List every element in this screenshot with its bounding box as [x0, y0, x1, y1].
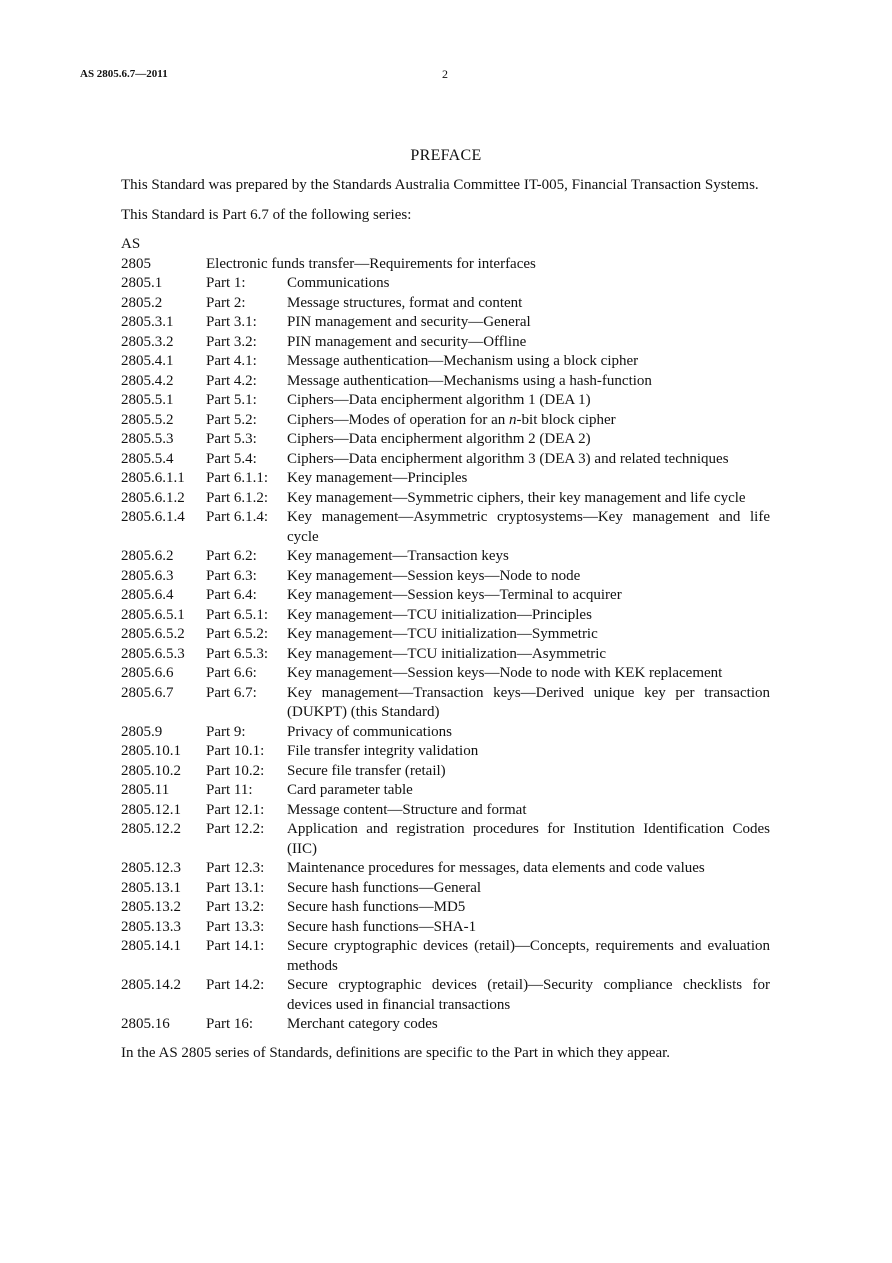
series-code: 2805.2 — [121, 294, 163, 311]
series-part: Part 5.4: — [206, 450, 257, 467]
series-code: 2805.5.1 — [121, 392, 174, 408]
series-code: 2805.12.3 — [121, 860, 181, 876]
series-title: Application and registration procedures for Institution Identification Codes (IIC) — [287, 821, 770, 857]
list-item — [121, 567, 770, 587]
list-item — [121, 352, 770, 372]
series-title: Message content—Structure and format — [287, 801, 527, 818]
series-title: Key management—Transaction keys—Derived unique key per transaction (DUKPT) (this Standard) — [287, 684, 770, 720]
series-title: Merchant category codes — [287, 1016, 438, 1032]
series-part: Part 6.2: — [206, 548, 257, 564]
list-item — [121, 879, 770, 899]
list-item — [121, 645, 770, 665]
series-title: Secure hash functions—MD5 — [287, 899, 466, 915]
list-item — [121, 489, 770, 509]
series-code: 2805.10.1 — [121, 743, 181, 759]
series-part: Part 6.1.4: — [206, 509, 269, 525]
series-code: 2805.14.2 — [121, 977, 181, 993]
series-part: Part 10.1: — [206, 743, 265, 759]
list-item — [121, 372, 770, 392]
series-part: Part 6.5.2: — [206, 626, 269, 642]
series-prefix: AS — [121, 236, 141, 252]
series-code: 2805.4.2 — [121, 372, 174, 389]
series-part: Part 14.2: — [206, 977, 265, 993]
series-title: Electronic funds transfer—Requirements for interfaces — [206, 255, 536, 272]
series-part: Part 12.1: — [206, 801, 265, 818]
series-title: Key management—TCU initialization—Symmetric — [287, 626, 598, 642]
series-code: 2805.6.7 — [121, 684, 174, 701]
series-title: Key management—Symmetric ciphers, their key management and life cycle — [287, 489, 746, 506]
list-item — [121, 450, 770, 470]
page-title: PREFACE — [410, 147, 482, 164]
series-title: Privacy of communications — [287, 723, 452, 740]
list-item — [121, 411, 770, 431]
series-title: Secure cryptographic devices (retail)—Concepts, requirements and evaluation methods — [287, 938, 770, 974]
series-code: 2805.11 — [121, 782, 170, 798]
series-part: Part 6.1.2: — [206, 489, 269, 506]
series-title: Key management—Principles — [287, 470, 468, 486]
series-part: Part 6.7: — [206, 684, 257, 701]
list-item — [121, 547, 770, 567]
series-title: Message authentication—Mechanisms using a hash-function — [287, 372, 652, 389]
series-code: 2805.6.3 — [121, 567, 174, 584]
series-part: Part 12.3: — [206, 860, 265, 876]
list-item — [121, 781, 770, 801]
list-item — [121, 801, 770, 821]
series-title: Message authentication—Mechanism using a block cipher — [287, 353, 639, 369]
series-title: Ciphers—Data encipherment algorithm 2 (DEA 2) — [287, 431, 591, 447]
list-item — [121, 820, 770, 859]
series-title: Message structures, format and content — [287, 294, 523, 311]
list-item — [121, 274, 770, 294]
series-part: Part 4.1: — [206, 353, 257, 369]
list-item — [121, 255, 770, 275]
list-item — [121, 1015, 770, 1035]
series-part: Part 16: — [206, 1016, 254, 1032]
series-part: Part 5.1: — [206, 392, 257, 408]
series-code: 2805.6.4 — [121, 587, 174, 603]
preface-body — [121, 176, 770, 1073]
series-part: Part 1: — [206, 275, 246, 291]
list-item — [121, 742, 770, 762]
series-part: Part 13.3: — [206, 918, 265, 935]
series-code: 2805.5.4 — [121, 450, 174, 467]
intro-paragraph-series: This Standard is Part 6.7 of the following series: — [121, 206, 412, 223]
series-code: 2805.13.1 — [121, 879, 181, 896]
series-title: Card parameter table — [287, 782, 413, 798]
series-part: Part 4.2: — [206, 372, 257, 389]
list-item — [121, 723, 770, 743]
series-code: 2805.16 — [121, 1016, 170, 1032]
series-part: Part 5.3: — [206, 431, 257, 447]
list-item — [121, 333, 770, 353]
series-part: Part 11: — [206, 782, 253, 798]
series-code: 2805.3.2 — [121, 333, 174, 350]
series-part: Part 13.2: — [206, 899, 265, 915]
series-title: Key management—Session keys—Terminal to acquirer — [287, 587, 622, 603]
series-part: Part 2: — [206, 294, 246, 311]
series-code: 2805.6.1.2 — [121, 489, 185, 506]
series-title: Key management—Session keys—Node to node — [287, 567, 581, 584]
list-item — [121, 606, 770, 626]
list-item — [121, 937, 770, 976]
series-list — [121, 235, 770, 1035]
closing-paragraph: In the AS 2805 series of Standards, definitions are specific to the Part in which they appear. — [121, 1044, 671, 1061]
series-part: Part 3.2: — [206, 333, 257, 350]
series-title: PIN management and security—General — [287, 314, 531, 330]
series-code: 2805.13.2 — [121, 899, 181, 915]
series-code: 2805.6.6 — [121, 665, 174, 681]
series-title: Key management—Transaction keys — [287, 548, 509, 564]
series-part: Part 6.6: — [206, 665, 257, 681]
series-code: 2805.1 — [121, 275, 163, 291]
list-item — [121, 391, 770, 411]
series-title: Key management—Session keys—Node to node with KEK replacement — [287, 665, 723, 681]
series-code: 2805 — [121, 255, 151, 272]
series-part: Part 6.1.1: — [206, 470, 269, 486]
series-code: 2805.6.2 — [121, 548, 174, 564]
list-item — [121, 294, 770, 314]
list-item — [121, 625, 770, 645]
series-part: Part 3.1: — [206, 314, 257, 330]
series-part: Part 5.2: — [206, 411, 257, 428]
series-title: Key management—Asymmetric cryptosystems—Key management and life cycle — [287, 509, 770, 545]
series-code: 2805.10.2 — [121, 762, 181, 779]
series-title: Ciphers—Data encipherment algorithm 1 (DEA 1) — [287, 392, 591, 408]
series-part: Part 10.2: — [206, 762, 265, 779]
series-title: Secure hash functions—SHA-1 — [287, 918, 477, 935]
list-item — [121, 918, 770, 938]
series-part: Part 6.3: — [206, 567, 257, 584]
list-item — [121, 684, 770, 723]
series-part: Part 13.1: — [206, 879, 265, 896]
series-title: Secure file transfer (retail) — [287, 762, 446, 779]
series-code: 2805.13.3 — [121, 918, 181, 935]
series-code: 2805.4.1 — [121, 353, 174, 369]
series-part: Part 9: — [206, 723, 246, 740]
list-item — [121, 898, 770, 918]
list-item — [121, 469, 770, 489]
series-prefix-row — [121, 235, 770, 255]
series-title: File transfer integrity validation — [287, 743, 479, 759]
list-item — [121, 664, 770, 684]
series-title: Communications — [287, 275, 390, 291]
series-title: Maintenance procedures for messages, data elements and code values — [287, 860, 705, 876]
series-code: 2805.5.2 — [121, 411, 174, 428]
list-item — [121, 430, 770, 450]
series-part: Part 6.5.3: — [206, 645, 269, 662]
series-code: 2805.6.5.3 — [121, 645, 185, 662]
list-item — [121, 859, 770, 879]
series-code: 2805.6.1.1 — [121, 470, 185, 486]
page-number: 2 — [442, 67, 448, 81]
list-item — [121, 508, 770, 547]
series-code: 2805.5.3 — [121, 431, 174, 447]
series-part: Part 14.1: — [206, 938, 265, 954]
series-title: Secure cryptographic devices (retail)—Security compliance checklists for devices used in financial transactions — [287, 977, 770, 1013]
series-title: Key management—TCU initialization—Asymmetric — [287, 645, 607, 662]
series-title: Secure hash functions—General — [287, 879, 482, 896]
series-title: Ciphers—Data encipherment algorithm 3 (DEA 3) and related techniques — [287, 450, 729, 467]
series-code: 2805.9 — [121, 723, 163, 740]
series-code: 2805.12.2 — [121, 821, 181, 837]
list-item — [121, 313, 770, 333]
series-code: 2805.6.1.4 — [121, 509, 185, 525]
series-code: 2805.14.1 — [121, 938, 181, 954]
intro-paragraph-committee: This Standard was prepared by the Standards Australia Committee IT-005, Financial Transaction Systems. — [121, 177, 759, 193]
document-id: AS 2805.6.7—2011 — [80, 68, 168, 80]
series-title: Ciphers—Modes of operation for an n-bit block cipher — [287, 411, 616, 428]
list-item — [121, 586, 770, 606]
list-item — [121, 762, 770, 782]
series-code: 2805.12.1 — [121, 801, 181, 818]
series-part: Part 6.4: — [206, 587, 257, 603]
series-code: 2805.6.5.1 — [121, 606, 185, 623]
series-code: 2805.3.1 — [121, 314, 174, 330]
series-part: Part 6.5.1: — [206, 606, 269, 623]
series-title: Key management—TCU initialization—Principles — [287, 606, 592, 623]
list-item — [121, 976, 770, 1015]
series-code: 2805.6.5.2 — [121, 626, 185, 642]
series-part: Part 12.2: — [206, 821, 265, 837]
series-title: PIN management and security—Offline — [287, 333, 527, 350]
